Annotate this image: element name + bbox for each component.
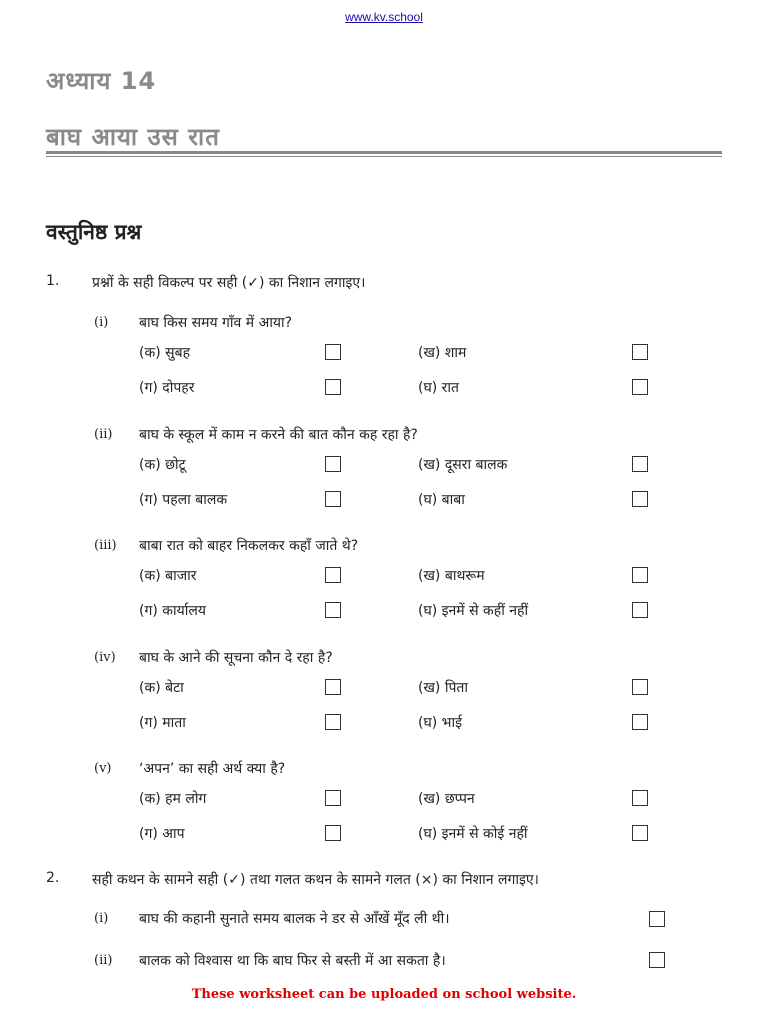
option-checkbox[interactable]	[325, 491, 341, 507]
option-label: (ख) बाथरूम	[418, 568, 485, 584]
option-label: (घ) बाबा	[418, 492, 465, 508]
statement-text: बाघ की कहानी सुनाते समय बालक ने डर से आँखें मूँद ली थी।	[139, 911, 450, 927]
site-link[interactable]: www.kv.school	[345, 10, 423, 24]
option-checkbox[interactable]	[325, 456, 341, 472]
question-number: 2.	[46, 870, 60, 886]
option-checkbox[interactable]	[325, 714, 341, 730]
sub-question-number: (iii)	[94, 538, 117, 553]
option-label: (क) बाजार	[139, 568, 197, 584]
option-checkbox[interactable]	[325, 825, 341, 841]
section-title: वस्तुनिष्ठ प्रश्न	[46, 220, 142, 244]
option-label: (ख) दूसरा बालक	[418, 457, 508, 473]
sub-question-number: (ii)	[94, 427, 113, 442]
option-checkbox[interactable]	[632, 344, 648, 360]
sub-question-text: ‘अपन’ का सही अर्थ क्या है?	[139, 761, 286, 777]
footer-note: These worksheet can be uploaded on school website.	[191, 987, 577, 1002]
option-checkbox[interactable]	[632, 825, 648, 841]
sub-question-number: (iv)	[94, 650, 116, 665]
title-rule	[46, 151, 722, 154]
option-checkbox[interactable]	[325, 344, 341, 360]
option-label: (क) हम लोग	[139, 791, 207, 807]
option-checkbox[interactable]	[632, 790, 648, 806]
sub-question-number: (v)	[94, 761, 112, 776]
option-label: (ग) कार्यालय	[139, 603, 206, 619]
option-checkbox[interactable]	[325, 567, 341, 583]
statement-number: (i)	[94, 911, 109, 926]
option-checkbox[interactable]	[325, 379, 341, 395]
option-checkbox[interactable]	[632, 456, 648, 472]
option-label: (क) बेटा	[139, 680, 184, 696]
title-rule-thin	[46, 156, 722, 157]
option-checkbox[interactable]	[632, 602, 648, 618]
statement-text: बालक को विश्वास था कि बाघ फिर से बस्ती में आ सकता है।	[139, 953, 446, 969]
sub-question-text: बाघ के आने की सूचना कौन दे रहा है?	[139, 650, 333, 666]
option-checkbox[interactable]	[632, 679, 648, 695]
option-label: (घ) इनमें से कोई नहीं	[418, 826, 528, 842]
sub-question-number: (i)	[94, 315, 109, 330]
option-label: (ख) छप्पन	[418, 791, 475, 807]
option-label: (ग) दोपहर	[139, 380, 195, 396]
statement-number: (ii)	[94, 953, 113, 968]
option-label: (क) सुबह	[139, 345, 191, 361]
chapter-label: अध्याय 14	[46, 67, 157, 95]
sub-question-text: बाबा रात को बाहर निकलकर कहाँ जाते थे?	[139, 538, 359, 554]
option-checkbox[interactable]	[325, 790, 341, 806]
option-checkbox[interactable]	[632, 379, 648, 395]
option-label: (क) छोटू	[139, 457, 186, 473]
option-checkbox[interactable]	[632, 714, 648, 730]
sub-question-text: बाघ के स्कूल में काम न करने की बात कौन कह रहा है?	[139, 427, 418, 443]
statement-checkbox[interactable]	[649, 952, 665, 968]
option-label: (ख) पिता	[418, 680, 469, 696]
option-label: (ग) आप	[139, 826, 185, 842]
option-checkbox[interactable]	[632, 491, 648, 507]
option-label: (ग) पहला बालक	[139, 492, 228, 508]
option-label: (घ) भाई	[418, 715, 462, 731]
option-checkbox[interactable]	[632, 567, 648, 583]
question-instruction: प्रश्नों के सही विकल्प पर सही (✓) का निशान लगाइए।	[92, 275, 366, 291]
option-label: (घ) इनमें से कहीं नहीं	[418, 603, 529, 619]
option-label: (घ) रात	[418, 380, 459, 396]
question-number: 1.	[46, 273, 60, 289]
statement-checkbox[interactable]	[649, 911, 665, 927]
chapter-title: बाघ आया उस रात	[46, 123, 220, 151]
option-label: (ख) शाम	[418, 345, 467, 361]
option-checkbox[interactable]	[325, 602, 341, 618]
option-label: (ग) माता	[139, 715, 186, 731]
option-checkbox[interactable]	[325, 679, 341, 695]
question-instruction: सही कथन के सामने सही (✓) तथा गलत कथन के सामने गलत (×) का निशान लगाइए।	[92, 872, 539, 888]
sub-question-text: बाघ किस समय गाँव में आया?	[139, 315, 293, 331]
